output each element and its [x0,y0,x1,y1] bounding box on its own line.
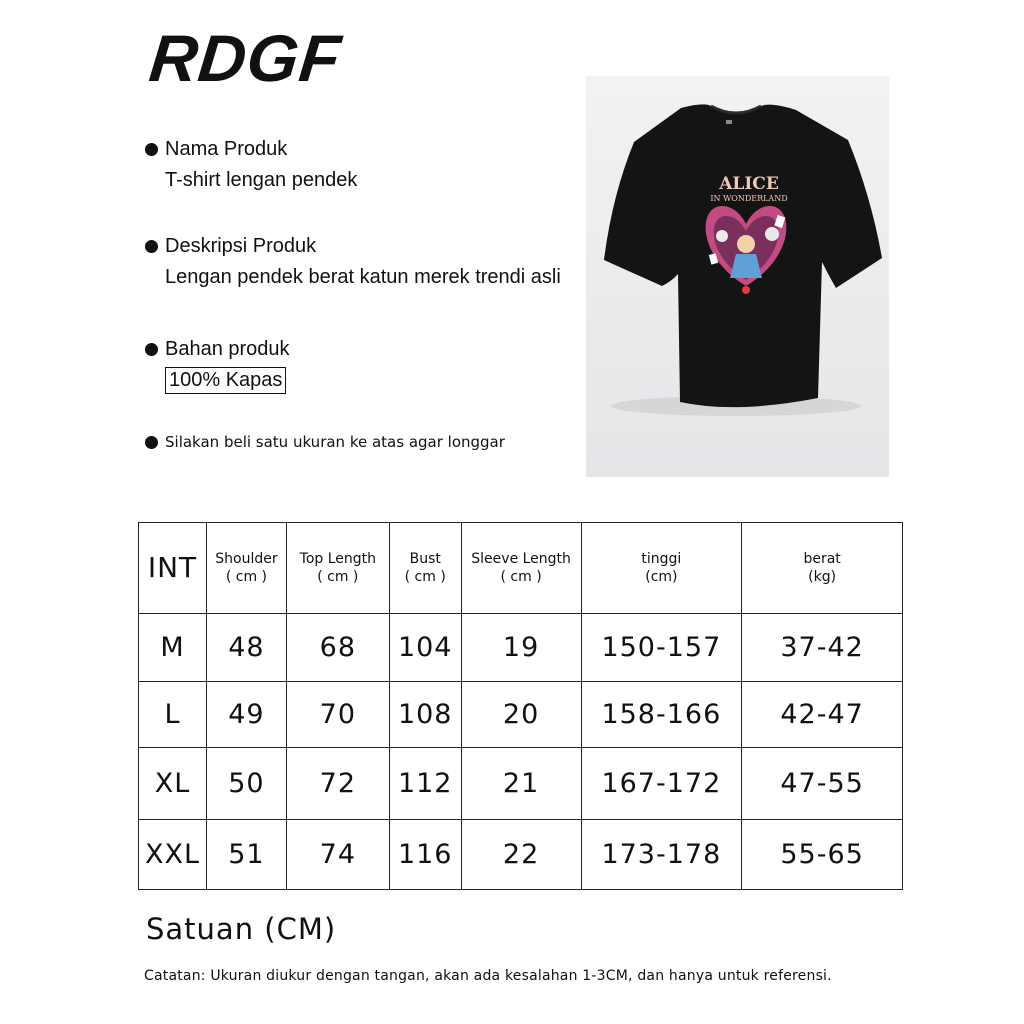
info-product-description [145,233,561,290]
info-title-material: Bahan produk [165,337,290,360]
table-row [139,820,903,890]
header-int: INT [139,523,207,614]
top-length-cell: 70 [286,682,389,748]
tinggi-cell: 158-166 [581,682,742,748]
unit-label: Satuan (CM) [146,912,337,946]
table-row [139,682,903,748]
bust-cell: 116 [389,820,461,890]
sleeve-cell: 19 [461,614,581,682]
shoulder-cell: 48 [206,614,286,682]
berat-cell: 55-65 [742,820,903,890]
berat-cell: 47-55 [742,748,903,820]
size-cell: M [139,614,207,682]
table-header-row [139,523,903,614]
size-cell: XXL [139,820,207,890]
bullet-icon [145,343,158,356]
bullet-icon [145,436,158,449]
tinggi-cell: 173-178 [581,820,742,890]
print-subtitle: IN WONDERLAND [710,194,788,203]
top-length-cell: 68 [286,614,389,682]
header-sleeve-length: Sleeve Length ( cm ) [461,523,581,614]
top-length-cell: 72 [286,748,389,820]
shoulder-cell: 50 [206,748,286,820]
table-row [139,748,903,820]
print-title: ALICE [719,174,779,194]
brand-logo: RDGF [146,21,345,95]
berat-cell: 37-42 [742,614,903,682]
sleeve-cell: 22 [461,820,581,890]
shoulder-cell: 51 [206,820,286,890]
header-bust: Bust ( cm ) [389,523,461,614]
size-cell: L [139,682,207,748]
sleeve-cell: 21 [461,748,581,820]
bust-cell: 108 [389,682,461,748]
sizing-note [145,433,505,451]
header-tinggi: tinggi (cm) [581,523,742,614]
info-value-material-badge: 100% Kapas [165,367,286,394]
header-shoulder: Shoulder ( cm ) [206,523,286,614]
tinggi-cell: 167-172 [581,748,742,820]
shoulder-cell: 49 [206,682,286,748]
header-top-length: Top Length ( cm ) [286,523,389,614]
size-chart-table [138,522,903,890]
footnote: Catatan: Ukuran diukur dengan tangan, akan ada kesalahan 1-3CM, dan hanya untuk referensi. [144,968,832,984]
bust-cell: 104 [389,614,461,682]
top-length-cell: 74 [286,820,389,890]
bullet-icon [145,240,158,253]
tinggi-cell: 150-157 [581,614,742,682]
bust-cell: 112 [389,748,461,820]
berat-cell: 42-47 [742,682,903,748]
header-berat: berat (kg) [742,523,903,614]
info-product-material [145,336,290,394]
size-cell: XL [139,748,207,820]
tshirt-image [586,76,889,477]
sizing-note-text: Silakan beli satu ukuran ke atas agar longgar [165,433,505,451]
product-photo [586,76,889,477]
info-value-description: Lengan pendek berat katun merek trendi asli [165,266,561,288]
table-row [139,614,903,682]
sleeve-cell: 20 [461,682,581,748]
info-value-product-name: T-shirt lengan pendek [165,169,358,191]
info-title-description: Deskripsi Produk [165,234,317,257]
bullet-icon [145,143,158,156]
info-title-product-name: Nama Produk [165,137,288,160]
info-product-name [145,136,357,193]
